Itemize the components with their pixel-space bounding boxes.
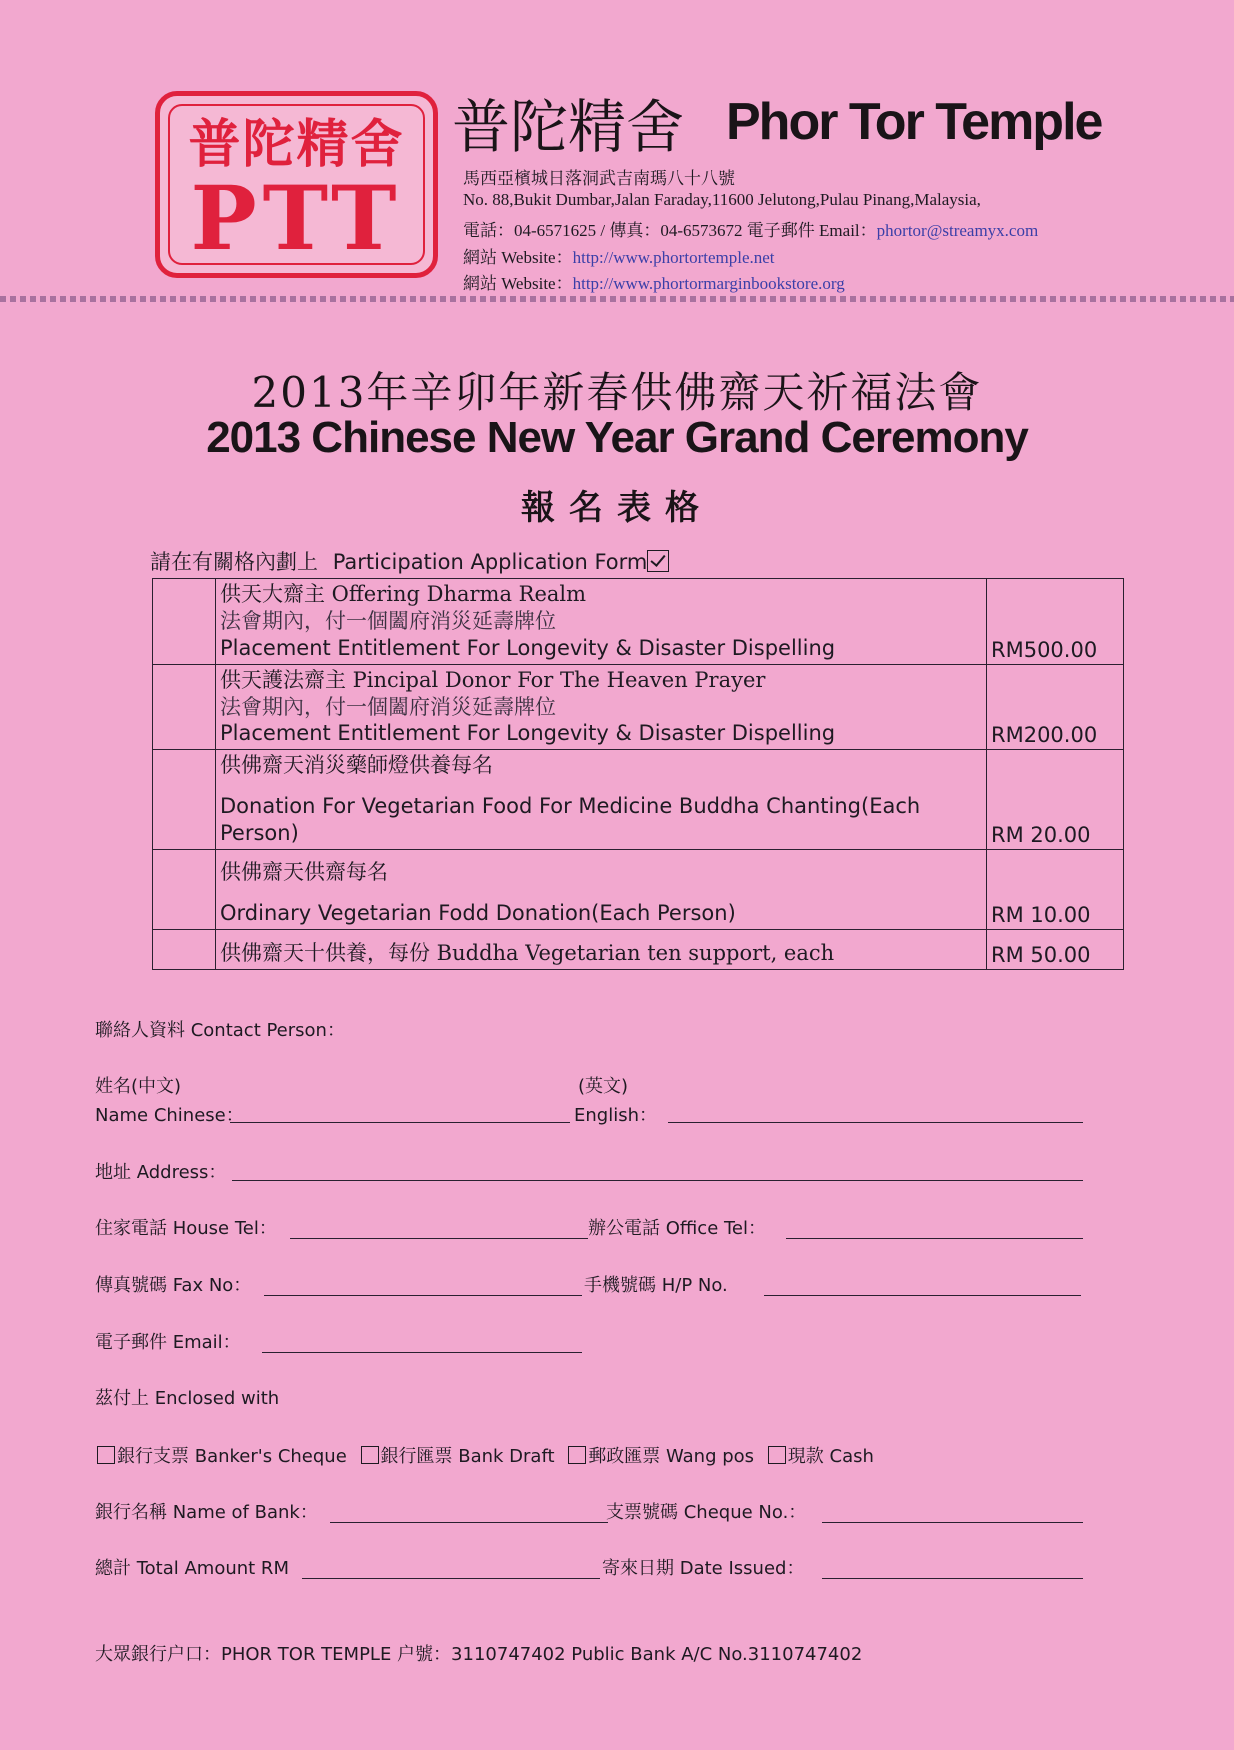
option-subtitle-chinese: 法會期內，付一個闔府消災延壽牌位 xyxy=(220,608,556,633)
checkbox-wang-pos[interactable] xyxy=(568,1446,586,1464)
instruction-english: Participation Application Form xyxy=(332,550,648,574)
temple-name-english: Phor Tor Temple xyxy=(726,93,1102,151)
instruction-chinese: 請在有關格內劃上 xyxy=(150,550,318,574)
house-tel-field[interactable] xyxy=(290,1238,588,1239)
website-line-1 xyxy=(463,243,775,268)
option-subtitle-english: Placement Entitlement For Longevity & Disaster Dispelling xyxy=(220,635,836,660)
participation-options-table xyxy=(152,578,1124,970)
address-field[interactable] xyxy=(232,1180,1083,1181)
fax-field[interactable] xyxy=(264,1295,582,1296)
option-description xyxy=(216,929,987,969)
header-divider xyxy=(0,296,1234,302)
form-title-chinese: 報名表格 xyxy=(521,488,713,528)
seal-chinese-text: 普陀精舍 xyxy=(188,114,405,175)
table-row xyxy=(153,750,1124,850)
option-subtitle-english: Ordinary Vegetarian Fodd Donation(Each Person) xyxy=(220,901,736,925)
option-subtitle-english: Placement Entitlement For Longevity & Disaster Dispelling xyxy=(220,721,836,746)
option-price: RM 50.00 xyxy=(987,929,1124,969)
name-chinese-field[interactable] xyxy=(230,1122,570,1123)
option-description xyxy=(216,750,987,850)
temple-name-chinese: 普陀精舍 xyxy=(452,93,685,161)
address-chinese: 馬西亞檳城日落洞武吉南瑪八十八號 xyxy=(463,169,735,188)
email-field[interactable] xyxy=(262,1352,582,1353)
name-english-label: English： xyxy=(574,1105,657,1126)
website-link-1[interactable]: http://www.phortortemple.net xyxy=(572,248,775,267)
seal-latin-text: PTT xyxy=(190,166,403,270)
checkbox-bankers-cheque[interactable] xyxy=(97,1446,115,1464)
option-description xyxy=(216,849,987,929)
house-tel-label: 住家電話 House Tel： xyxy=(95,1218,277,1239)
option-title: 供天大齋主 Offering Dharma Realm xyxy=(220,582,587,606)
option-checkbox-cell[interactable] xyxy=(153,929,216,969)
hp-label: 手機號碼 H/P No. xyxy=(584,1275,728,1296)
fax-label: 傳真號碼 Fax No： xyxy=(95,1275,252,1296)
name-chinese-label: Name Chinese： xyxy=(95,1105,244,1126)
enclosed-label: 茲付上 Enclosed with xyxy=(95,1388,280,1409)
table-row xyxy=(153,929,1124,969)
hp-field[interactable] xyxy=(764,1295,1081,1296)
option-checkbox-cell[interactable] xyxy=(153,579,216,665)
phone-fax-text: 電話：04-6571625 / 傳真：04-6573672 電子郵件 Email： xyxy=(463,221,877,240)
contact-line xyxy=(463,216,1038,241)
event-title-chinese: 2013年辛卯年新春供佛齋天祈福法會 xyxy=(251,368,983,417)
website-line-2 xyxy=(463,269,845,294)
date-issued-field[interactable] xyxy=(822,1578,1083,1579)
option-checkbox-cell[interactable] xyxy=(153,664,216,750)
email-label: 電子郵件 Email： xyxy=(95,1332,241,1353)
cheque-no-label: 支票號碼 Cheque No.： xyxy=(606,1502,807,1523)
name-english-label-top: (英文) xyxy=(578,1076,629,1097)
option-checkbox-cell[interactable] xyxy=(153,849,216,929)
bank-name-label: 銀行名稱 Name of Bank： xyxy=(95,1502,318,1523)
bank-account-footer: 大眾銀行户口：PHOR TOR TEMPLE 户號：3110747402 Public Bank A/C No.3110747402 xyxy=(95,1644,863,1665)
name-chinese-label-top: 姓名(中文) xyxy=(95,1076,182,1097)
option-checkbox-cell[interactable] xyxy=(153,750,216,850)
address-label: 地址 Address： xyxy=(95,1162,227,1183)
office-tel-field[interactable] xyxy=(786,1238,1083,1239)
option-price: RM 10.00 xyxy=(987,849,1124,929)
checkbox-cash[interactable] xyxy=(768,1446,786,1464)
option-title: 供天護法齋主 Pincipal Donor For The Heaven Prayer xyxy=(220,667,766,692)
instruction-line xyxy=(150,546,669,576)
website-label: 網站 Website： xyxy=(463,248,573,267)
option-description xyxy=(216,664,987,750)
checked-box-icon xyxy=(647,550,669,572)
total-amount-field[interactable] xyxy=(302,1578,600,1579)
table-row xyxy=(153,664,1124,750)
bank-name-field[interactable] xyxy=(330,1522,608,1523)
email-link[interactable]: phortor@streamyx.com xyxy=(876,221,1039,240)
option-price: RM 20.00 xyxy=(987,750,1124,850)
label-bankers-cheque: 銀行支票 Banker's Cheque xyxy=(117,1446,347,1467)
label-bank-draft: 銀行匯票 Bank Draft xyxy=(380,1446,555,1467)
label-wang-pos: 郵政匯票 Wang pos xyxy=(588,1446,755,1467)
table-row xyxy=(153,579,1124,665)
checkbox-bank-draft[interactable] xyxy=(361,1446,379,1464)
contact-heading: 聯絡人資料 Contact Person： xyxy=(95,1020,345,1041)
date-issued-label: 寄來日期 Date Issued： xyxy=(602,1558,805,1579)
total-amount-label: 總計 Total Amount RM xyxy=(95,1558,289,1579)
payment-method-row xyxy=(95,1442,874,1468)
address-english: No. 88,Bukit Dumbar,Jalan Faraday,11600 Jelutong,Pulau Pinang,Malaysia, xyxy=(463,190,981,209)
option-description xyxy=(216,579,987,665)
website-label: 網站 Website： xyxy=(463,274,573,293)
temple-logo-seal xyxy=(155,91,438,278)
option-title: 供佛齋天消災藥師燈供養每名 xyxy=(220,753,493,778)
option-price: RM200.00 xyxy=(987,664,1124,750)
name-english-field[interactable] xyxy=(668,1122,1083,1123)
label-cash: 現款 Cash xyxy=(787,1446,874,1467)
option-title: 供佛齋天供齋每名 xyxy=(220,860,388,885)
website-link-2[interactable]: http://www.phortormarginbookstore.org xyxy=(572,274,845,293)
option-price: RM500.00 xyxy=(987,579,1124,665)
office-tel-label: 辦公電話 Office Tel： xyxy=(588,1218,766,1239)
option-subtitle-chinese: 法會期內，付一個闔府消災延壽牌位 xyxy=(220,694,556,719)
event-title-english: 2013 Chinese New Year Grand Ceremony xyxy=(206,413,1028,462)
option-subtitle-english: Donation For Vegetarian Food For Medicine Buddha Chanting(Each Person) xyxy=(220,794,921,845)
cheque-no-field[interactable] xyxy=(822,1522,1083,1523)
table-row xyxy=(153,849,1124,929)
option-title: 供佛齋天十供養，每份 Buddha Vegetarian ten support, each xyxy=(220,941,835,965)
